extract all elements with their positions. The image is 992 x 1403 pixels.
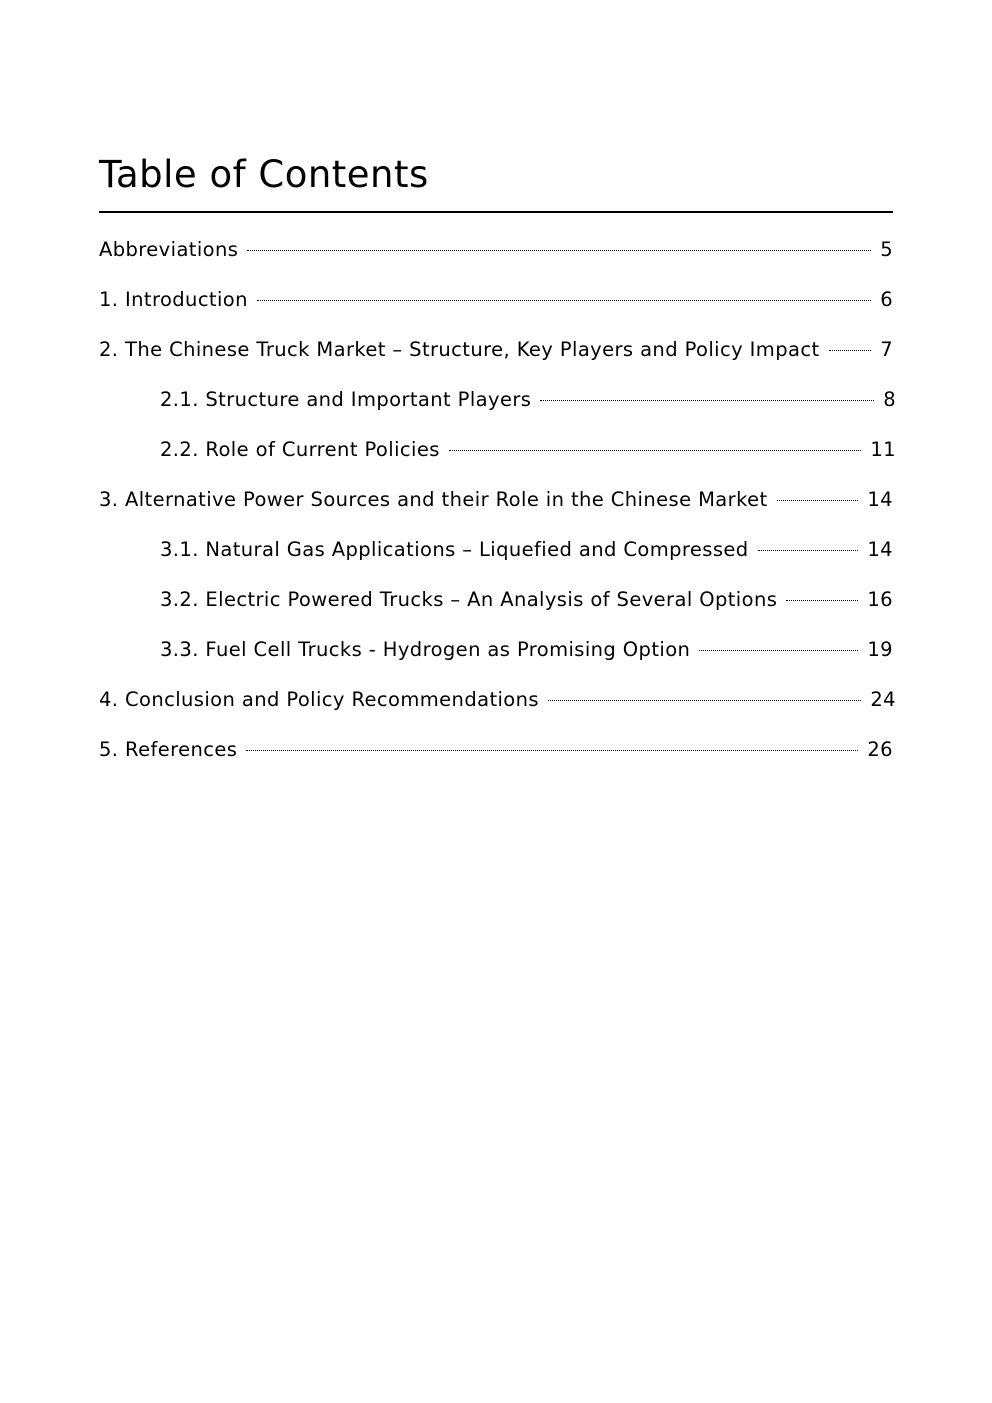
- toc-page-number: 14: [867, 538, 893, 561]
- toc-entry-label: 2.1. Structure and Important Players: [160, 388, 532, 411]
- toc-page-number: 14: [867, 488, 893, 511]
- toc-entry-label: 3.1. Natural Gas Applications – Liquefied and Compressed: [160, 538, 749, 561]
- toc-entry-references[interactable]: [99, 735, 893, 765]
- toc-page-number: 6: [880, 288, 893, 311]
- toc-page-number: 11: [870, 438, 896, 461]
- toc-page-number: 8: [883, 388, 896, 411]
- dot-leader: [246, 750, 858, 751]
- toc-entry-conclusion[interactable]: [99, 685, 896, 715]
- toc-page-number: 19: [867, 638, 893, 661]
- toc-page-number: 5: [880, 238, 893, 261]
- toc-entry-label: Abbreviations: [99, 238, 239, 261]
- toc-entry-label: 3. Alternative Power Sources and their Role in the Chinese Market: [99, 488, 768, 511]
- dot-leader: [247, 250, 871, 251]
- toc-entry-structure-players[interactable]: [160, 385, 896, 415]
- dot-leader: [758, 550, 859, 551]
- dot-leader: [548, 700, 861, 701]
- dot-leader: [699, 650, 858, 651]
- toc-entry-label: 3.2. Electric Powered Trucks – An Analysis of Several Options: [160, 588, 778, 611]
- dot-leader: [829, 350, 872, 351]
- toc-entry-electric-trucks[interactable]: [160, 585, 893, 615]
- toc-entry-natural-gas[interactable]: [160, 535, 893, 565]
- dot-leader: [786, 600, 858, 601]
- title-divider: [99, 211, 893, 213]
- toc-page-number: 26: [867, 738, 893, 761]
- toc-page-number: 7: [880, 338, 893, 361]
- toc-entry-abbreviations[interactable]: [99, 235, 893, 265]
- toc-entry-label: 1. Introduction: [99, 288, 248, 311]
- toc-entry-label: 2. The Chinese Truck Market – Structure, Key Players and Policy Impact: [99, 338, 820, 361]
- dot-leader: [257, 300, 871, 301]
- toc-entry-introduction[interactable]: [99, 285, 893, 315]
- dot-leader: [540, 400, 874, 401]
- toc-entry-current-policies[interactable]: [160, 435, 896, 465]
- toc-entry-label: 4. Conclusion and Policy Recommendations: [99, 688, 539, 711]
- dot-leader: [449, 450, 862, 451]
- toc-entry-chinese-truck-market[interactable]: [99, 335, 893, 365]
- toc-entry-label: 2.2. Role of Current Policies: [160, 438, 440, 461]
- page-title: Table of Contents: [99, 153, 429, 196]
- toc-entry-alternative-power[interactable]: [99, 485, 893, 515]
- toc-page-number: 16: [867, 588, 893, 611]
- toc-entry-label: 5. References: [99, 738, 238, 761]
- dot-leader: [777, 500, 859, 501]
- toc-page-number: 24: [870, 688, 896, 711]
- toc-entry-label: 3.3. Fuel Cell Trucks - Hydrogen as Promising Option: [160, 638, 691, 661]
- toc-entry-fuel-cell-trucks[interactable]: [160, 635, 893, 665]
